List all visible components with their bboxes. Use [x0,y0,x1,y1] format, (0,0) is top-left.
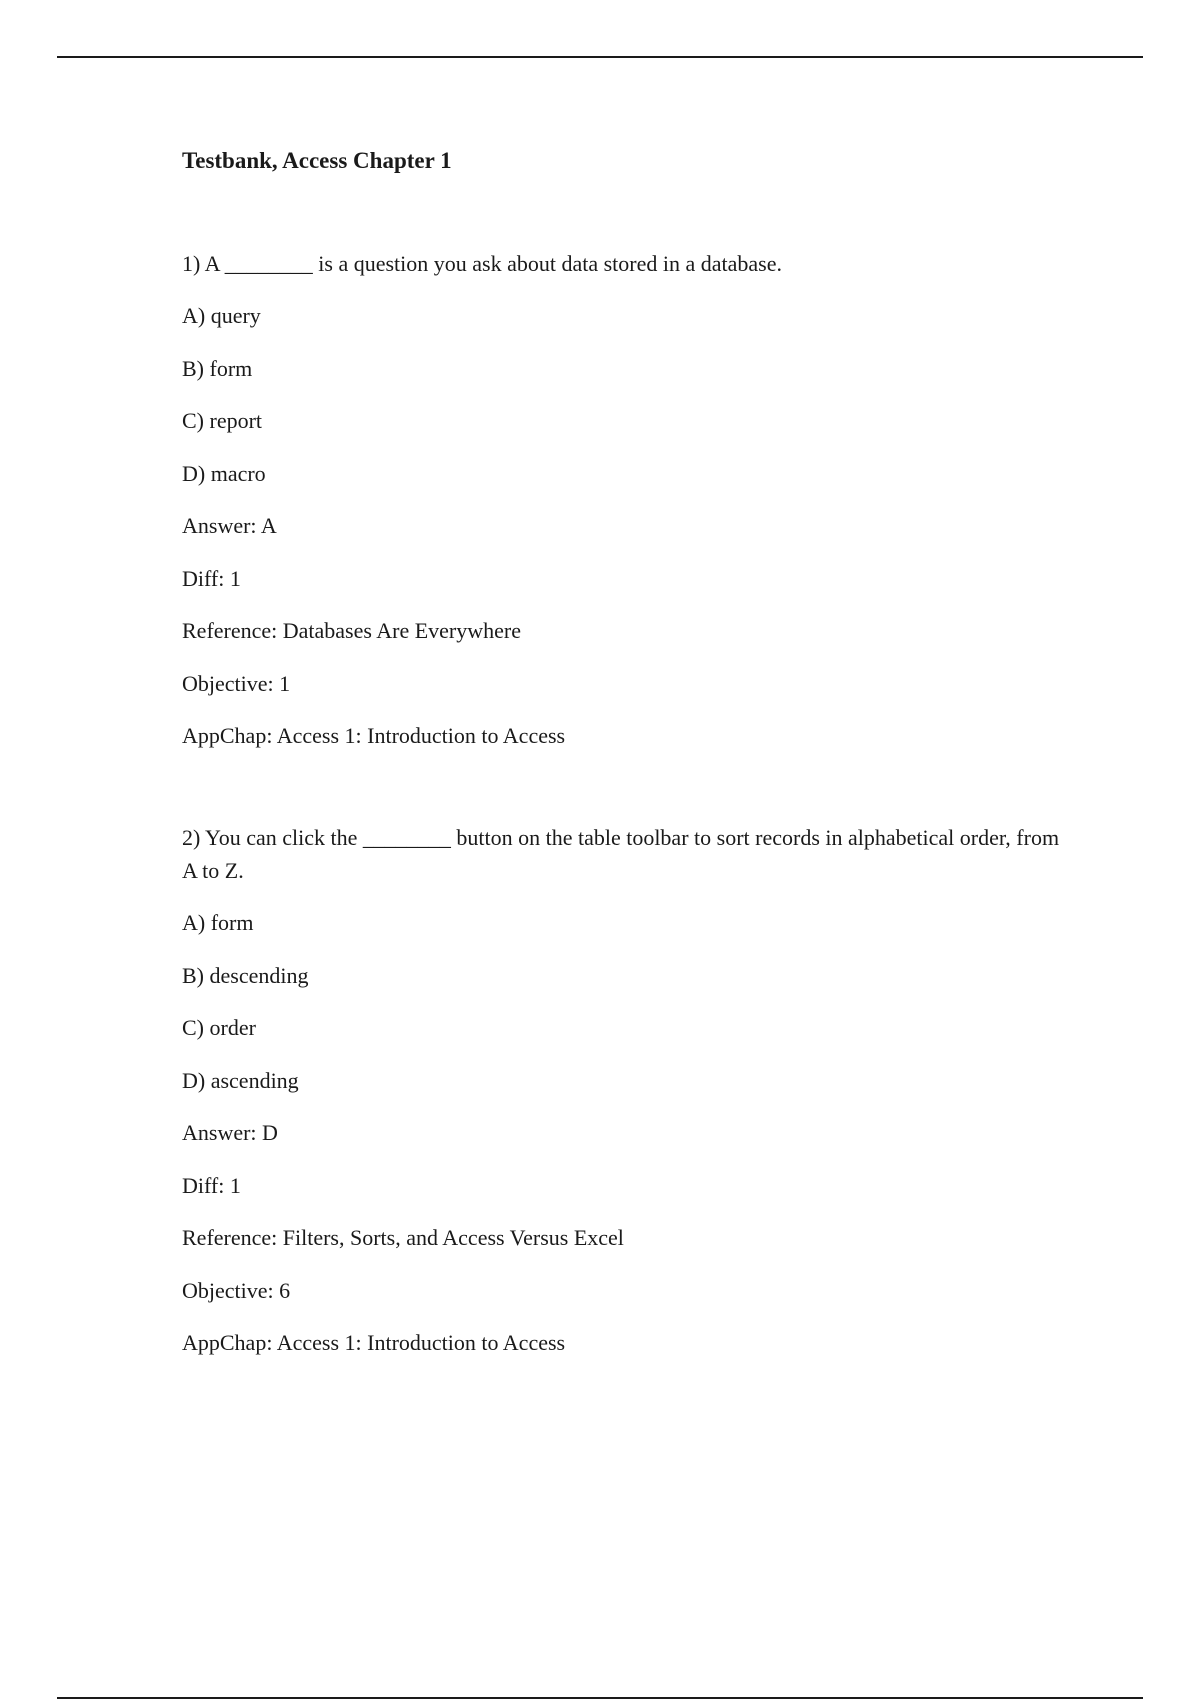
document-body [182,145,1062,1379]
objective: Objective: 6 [182,1277,291,1303]
answer-option: C) order [182,1015,256,1040]
question-stem: 2) You can click the ________ button on the table toolbar to sort records in alphabetical order, from A to Z. [182,825,1060,883]
answer-option: B) form [182,355,253,381]
objective: Objective: 1 [182,670,291,696]
answer-option: C) report [182,408,263,433]
app-chapter: AppChap: Access 1: Introduction to Access [182,723,566,748]
reference: Reference: Filters, Sorts, and Access Versus Excel [182,1225,624,1250]
document-title: Testbank, Access Chapter 1 [182,148,452,173]
difficulty: Diff: 1 [182,565,241,591]
reference: Reference: Databases Are Everywhere [182,618,521,643]
header-rule [57,56,1143,58]
answer-key: Answer: A [182,513,277,538]
answer-option: D) ascending [182,1067,299,1093]
answer-option: A) query [182,303,261,328]
app-chapter: AppChap: Access 1: Introduction to Access [182,1330,566,1355]
answer-option: B) descending [182,962,309,988]
answer-option: D) macro [182,460,266,486]
answer-key: Answer: D [182,1120,278,1145]
question-2 [182,821,1062,1359]
question-1 [182,247,1062,752]
question-stem: 1) A ________ is a question you ask about data stored in a database. [182,251,782,276]
difficulty: Diff: 1 [182,1172,241,1198]
answer-option: A) form [182,910,254,935]
footer-rule [57,1697,1143,1699]
